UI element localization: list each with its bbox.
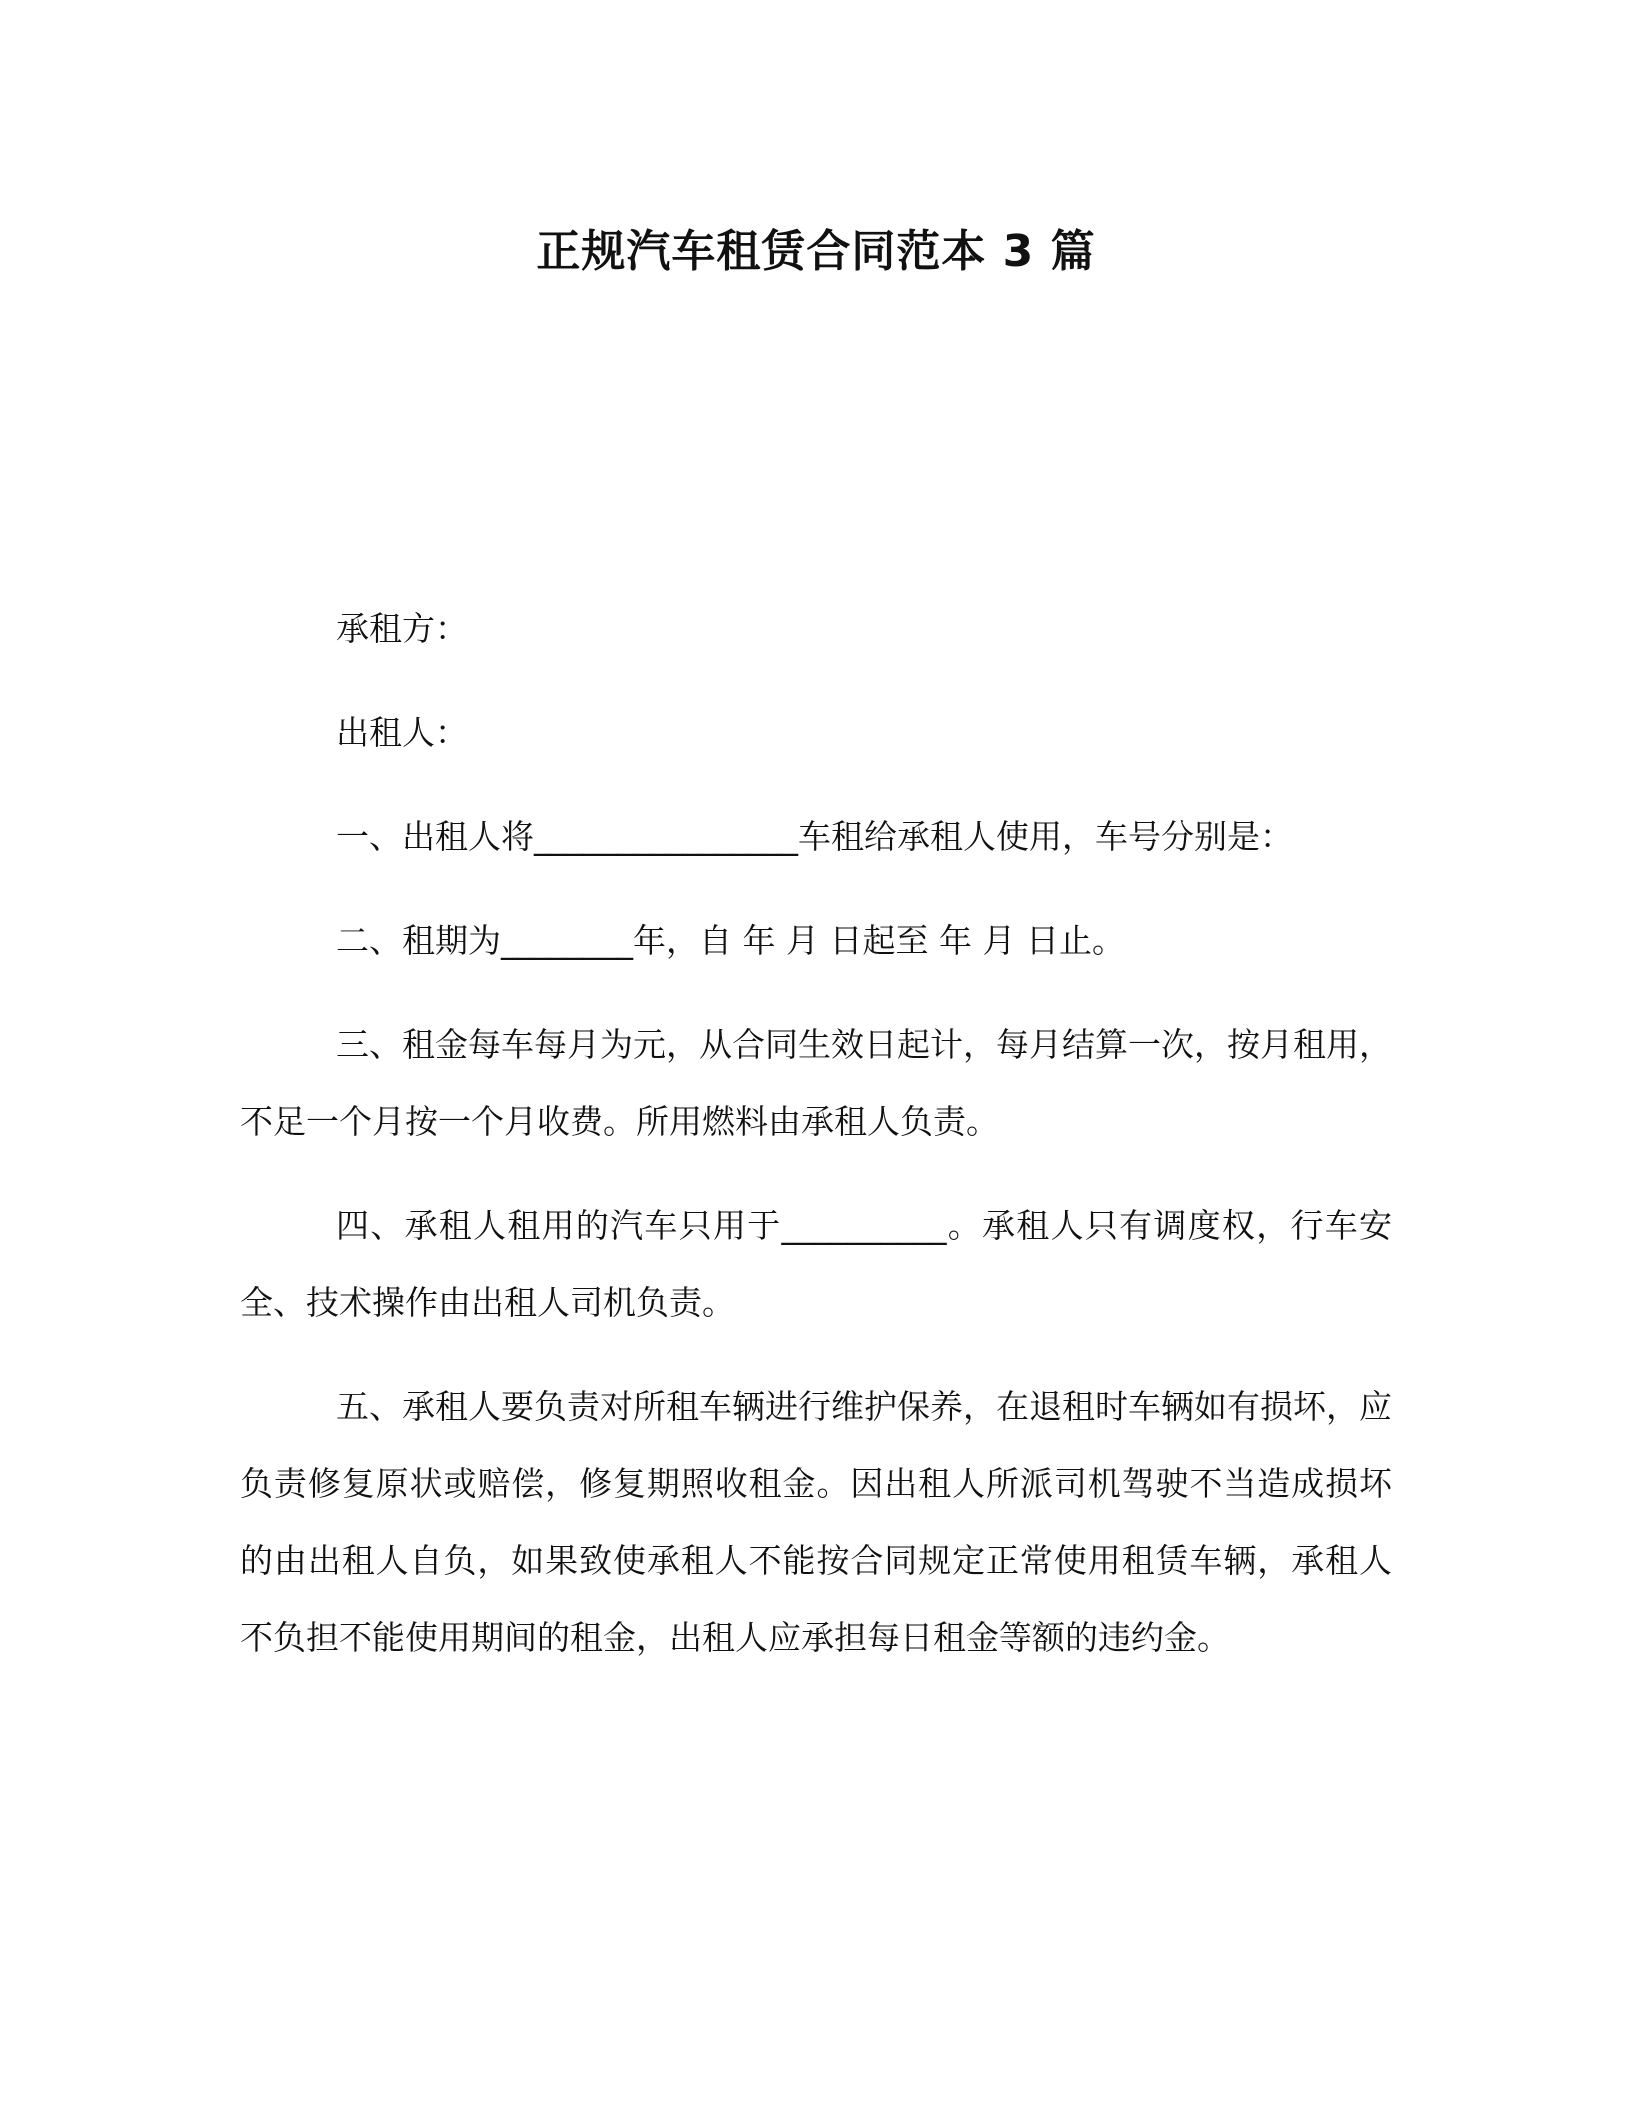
paragraph-clause-5: 五、承租人要负责对所租车辆进行维护保养，在退租时车辆如有损坏，应负责修复原状或赔偿，修复期照收租金。因出租人所派司机驾驶不当造成损坏的由出租人自负，如果致使承租人不能按合同规定正常使用租赁车辆，承租人不负担不能使用期间的租金，出租人应承担每日租金等额的违约金。 — [240, 1387, 1392, 1657]
document-body — [240, 590, 1392, 1703]
paragraph-lessee: 承租方： — [336, 609, 468, 648]
paragraph-clause-2: 二、租期为________年，自 年 月 日起至 年 月 日止。 — [336, 921, 1125, 960]
paragraph-lessor: 出租人： — [336, 713, 468, 752]
paragraph-clause-4: 四、承租人租用的汽车只用于__________。承租人只有调度权，行车安全、技术操作由出租人司机负责。 — [240, 1206, 1392, 1322]
paragraph-clause-1: 一、出租人将________________车租给承租人使用，车号分别是： — [336, 817, 1293, 856]
paragraph-clause-3: 三、租金每车每月为元，从合同生效日起计，每月结算一次，按月租用，不足一个月按一个月收费。所用燃料由承租人负责。 — [240, 1025, 1392, 1141]
document-title: 正规汽车租赁合同范本 3 篇 — [536, 226, 1096, 277]
